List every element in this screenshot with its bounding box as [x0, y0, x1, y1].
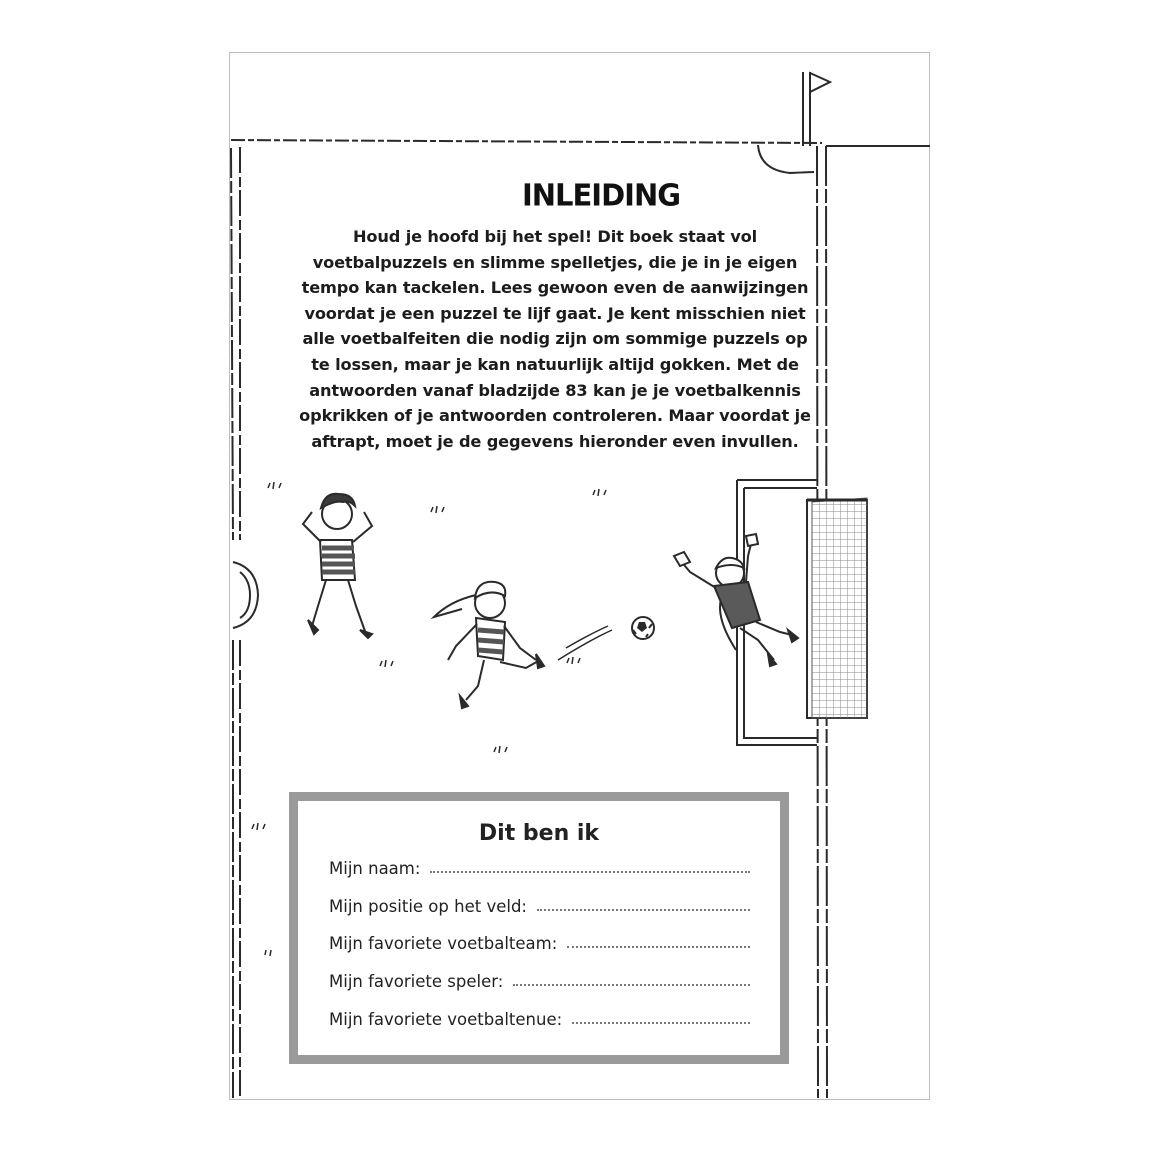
intro-line: alle voetbalfeiten die nodig zijn om sommige puzzels op [302, 329, 808, 349]
name-field[interactable] [329, 859, 750, 878]
dotted-line[interactable] [567, 945, 750, 948]
field-label: Mijn naam: [329, 859, 421, 878]
intro-line: Houd je hoofd bij het spel! Dit boek staat vol [353, 227, 757, 246]
intro-line: voetbalpuzzels en slimme spelletjes, die je in je eigen [312, 252, 798, 272]
field-label: Mijn favoriete speler: [329, 972, 504, 991]
profile-card [289, 792, 789, 1064]
favorite-player-field[interactable] [329, 972, 750, 991]
position-field[interactable] [329, 897, 750, 916]
girl-kicker-icon [434, 582, 612, 708]
intro-paragraph [290, 224, 820, 454]
intro-line: antwoorden vanaf bladzijde 83 kan je je voetbalkennis [309, 380, 801, 400]
football-icon [632, 617, 654, 639]
corner-flag-icon [803, 72, 830, 146]
dotted-line[interactable] [572, 1021, 750, 1024]
favorite-kit-field[interactable] [329, 1010, 750, 1029]
profile-card-title: Dit ben ik [478, 821, 600, 846]
boy-player-icon [303, 494, 372, 638]
page-title: INLEIDING [521, 177, 681, 213]
field-label: Mijn positie op het veld: [329, 897, 527, 916]
goal-net-icon [807, 498, 867, 718]
favorite-team-field[interactable] [329, 934, 750, 953]
intro-line: te lossen, maar je kan natuurlijk altijd gokken. Met de [311, 354, 799, 374]
dotted-line[interactable] [430, 870, 750, 873]
intro-line: tempo kan tackelen. Lees gewoon even de aanwijzingen [301, 278, 809, 298]
dotted-line[interactable] [537, 908, 750, 911]
intro-line: voordat je een puzzel te lijf gaat. Je kent misschien niet [304, 303, 806, 323]
profile-card-inner [298, 801, 780, 1055]
intro-line: aftrapt, moet je de gegevens hieronder even invullen. [311, 431, 799, 451]
field-label: Mijn favoriete voetbalteam: [329, 934, 558, 953]
field-label: Mijn favoriete voetbaltenue: [329, 1010, 563, 1029]
dotted-line[interactable] [513, 983, 750, 986]
intro-line: opkrikken of je antwoorden controleren. Maar voordat je [299, 406, 811, 426]
